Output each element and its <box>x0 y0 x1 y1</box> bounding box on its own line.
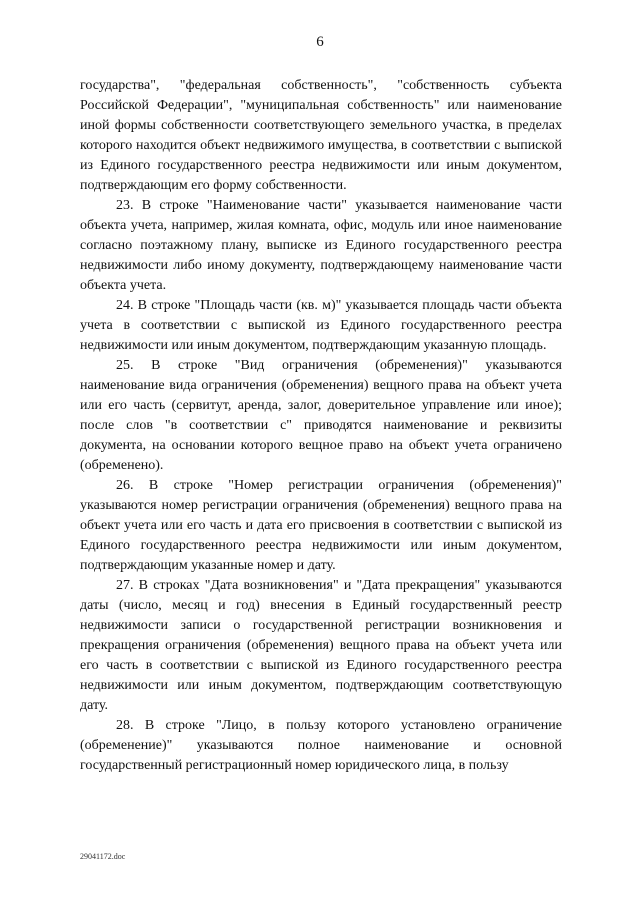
document-body <box>80 76 562 776</box>
paragraph-23: 23. В строке "Наименование части" указывается наименование части объекта учета, например, жилая комната, офис, модуль или иное наименование согласно поэтажному плану, выписке из Единого государственного реестра недвижимости либо иному документу, подтверждающему наименование части объекта учета. <box>80 198 562 293</box>
page-number: 6 <box>316 34 324 50</box>
paragraph-27: 27. В строках "Дата возникновения" и "Дата прекращения" указываются даты (число, месяц и год) внесения в Единый государственный реестр недвижимости записи о государственной регистрации возникновения и прекращения ограничения (обременения) вещного права на объект учета или его часть в соответствии с выпиской из Единого государственного реестра недвижимости или иным документом, подтверждающим соответствующую дату. <box>80 578 562 713</box>
paragraph-continuation: государства", "федеральная собственность", "собственность субъекта Российской Федерации", "муниципальная собственность" или наименование иной формы собственности соответствующего земельного участка, в пределах которого находится объект недвижимого имущества, в соответствии с выпиской из Единого государственного реестра недвижимости или иным документом, подтверждающим его форму собственности. <box>80 78 562 193</box>
paragraph-25: 25. В строке "Вид ограничения (обременения)" указываются наименование вида ограничения (обременения) вещного права на объект учета или его часть (сервитут, аренда, залог, доверительное управление или иное); после слов "в соответствии с" приводятся наименование и реквизиты документа, на основании которого вещное право на объект учета ограничено (обременено). <box>80 358 562 473</box>
paragraph-24: 24. В строке "Площадь части (кв. м)" указывается площадь части объекта учета в соответствии с выпиской из Единого государственного реестра недвижимости или иным документом, подтверждающим указанную площадь. <box>80 298 562 353</box>
paragraph-26: 26. В строке "Номер регистрации ограничения (обременения)" указываются номер регистрации ограничения (обременения) вещного права на объект учета или его часть и дата его присвоения в соответствии с выпиской из Единого государственного реестра недвижимости или иным документом, подтверждающим указанные номер и дату. <box>80 478 562 573</box>
footer-filename: 29041172.doc <box>80 852 126 861</box>
paragraph-28: 28. В строке "Лицо, в пользу которого установлено ограничение (обременение)" указываются полное наименование и основной государственный регистрационный номер юридического лица, в пользу <box>80 718 562 773</box>
